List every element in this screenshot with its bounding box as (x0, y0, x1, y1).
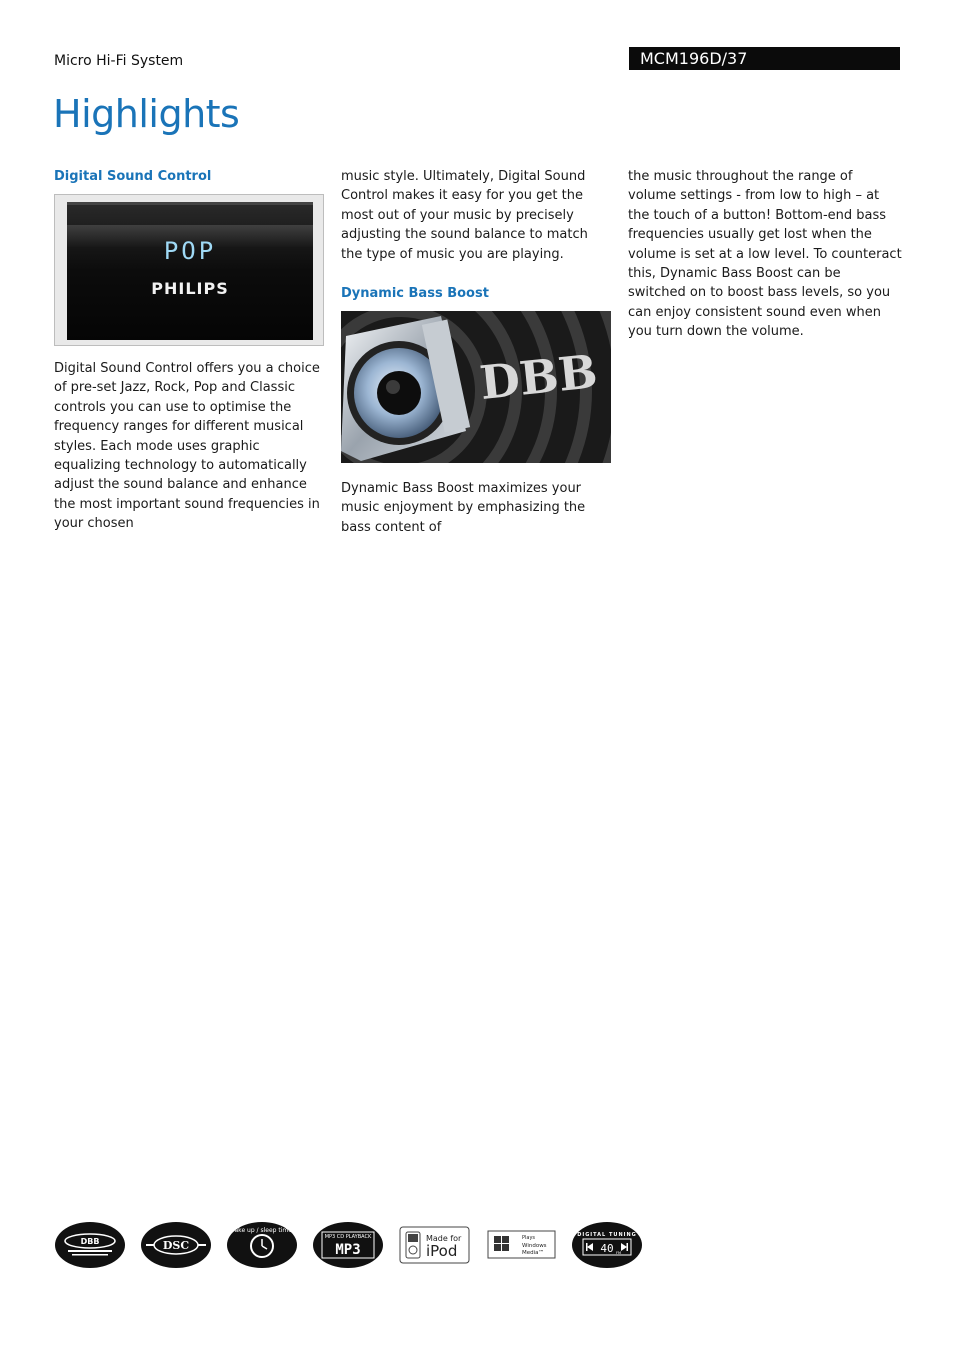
dbb-paragraph-b: the music throughout the range of volume settings - from low to high – at the touch of a button! Bottom-end bass frequencies usually get lost when the volume is set at a low level. To counteract this, Dynamic Bass Boost can be switched on to boost bass levels, so you can enjoy consistent sound even when you turn down the volume. (628, 169, 902, 340)
dbb-paragraph-a: Dynamic Bass Boost maximizes your music enjoyment by emphasizing the bass content of (341, 481, 586, 535)
wake-sleep-timer-badge-icon (226, 1221, 298, 1269)
svg-text:Media™: Media™ (522, 1250, 545, 1256)
column-2 (341, 167, 613, 537)
column-1 (54, 167, 326, 534)
digital-tuning-badge-icon (571, 1221, 643, 1269)
model-number-bar: MCM196D/37 (629, 47, 900, 70)
svg-text:40: 40 (600, 1242, 614, 1255)
mp3-playback-badge-icon (312, 1221, 384, 1269)
dbb-image (341, 311, 611, 463)
dsc-display-illustration (55, 195, 324, 346)
svg-text:MP3: MP3 (335, 1242, 361, 1258)
svg-text:DSC: DSC (162, 1239, 190, 1252)
svg-text:DIGITAL TUNING: DIGITAL TUNING (577, 1232, 637, 1238)
dsc-heading: Digital Sound Control (54, 169, 212, 184)
dsc-image (54, 194, 324, 346)
product-line: Micro Hi-Fi System (54, 53, 184, 69)
dsc-paragraph-b: music style. Ultimately, Digital Sound Control makes it easy for you get the most out of your music by precisely adjusting the sound balance to match the type of music you are playing. (341, 169, 588, 262)
made-for-ipod-badge-icon (399, 1221, 471, 1269)
column-3 (628, 167, 902, 342)
dbb-badge-icon (54, 1221, 126, 1269)
dbb-speaker-illustration (341, 311, 611, 463)
svg-text:iPod: iPod (426, 1242, 458, 1260)
svg-text:wake up / sleep timer: wake up / sleep timer (229, 1227, 295, 1234)
dsc-paragraph-a: Digital Sound Control offers you a choice of pre-set Jazz, Rock, Pop and Classic controls you can use to optimise the frequency ranges for different musical styles. Each mode uses graphic equalizing technology to automatically adjust the sound balance and enhance the most important sound frequencies in your chosen (54, 361, 320, 532)
dsc-badge-icon (140, 1221, 212, 1269)
philips-wordmark: PHILIPS (151, 279, 229, 298)
svg-text:Windows: Windows (522, 1243, 547, 1249)
svg-text:DBB: DBB (80, 1237, 100, 1246)
svg-text:MP3 CD PLAYBACK: MP3 CD PLAYBACK (324, 1234, 372, 1240)
svg-text:FM: FM (616, 1251, 622, 1255)
svg-text:Made for: Made for (426, 1234, 462, 1243)
page-title: Highlights (53, 92, 240, 136)
dbb-logo-text: DBB (477, 344, 600, 411)
svg-text:Plays: Plays (522, 1235, 536, 1241)
dbb-heading: Dynamic Bass Boost (341, 286, 489, 302)
plays-windows-media-badge-icon (487, 1221, 557, 1269)
dsc-display-text: POP (163, 237, 217, 265)
